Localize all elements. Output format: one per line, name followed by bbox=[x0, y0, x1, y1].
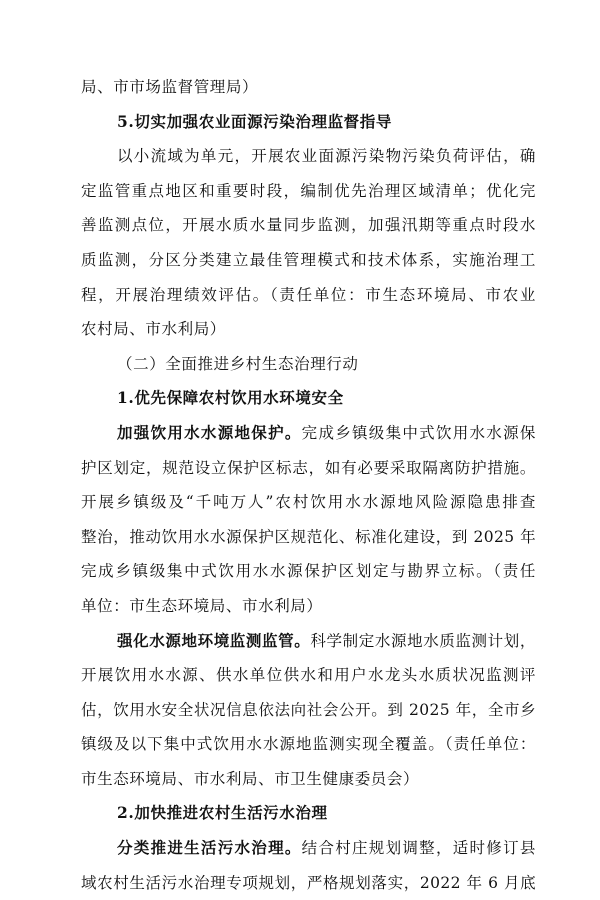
text-line bbox=[81, 866, 536, 900]
text-line bbox=[81, 520, 536, 555]
line-text: 农村局、市水利局） bbox=[81, 320, 226, 339]
text-line bbox=[81, 278, 536, 313]
line-text: 定监管重点地区和重要时段，编制优先治理区域清单；优化完 bbox=[81, 181, 536, 200]
text-line bbox=[81, 208, 536, 243]
line-text: 整治，推动饮用水水源保护区规范化、标准化建设，到 2025 年 bbox=[81, 527, 536, 546]
line-text: 护区划定，规范设立保护区标志，如有必要采取隔离防护措施。 bbox=[81, 458, 536, 477]
text-line bbox=[81, 451, 536, 486]
lead-phrase: 分类推进生活污水治理。 bbox=[117, 838, 302, 858]
document-page bbox=[81, 70, 536, 900]
line-text: 完成乡镇级集中式饮用水水源保 bbox=[301, 423, 536, 442]
line-text: 5.切实加强农业面源污染治理监督指导 bbox=[117, 111, 392, 131]
paragraph-start-line bbox=[81, 416, 536, 451]
text-line bbox=[81, 312, 536, 347]
section-heading bbox=[81, 105, 536, 140]
text-line bbox=[81, 554, 536, 589]
line-text: 域农村生活污水治理专项规划，严格规划落实，2022 年 6 月底 bbox=[81, 873, 536, 892]
line-text: 结合村庄规划调整，适时修订县 bbox=[301, 839, 536, 858]
text-line bbox=[81, 243, 536, 278]
text-line bbox=[81, 658, 536, 693]
text-line bbox=[81, 693, 536, 728]
text-line bbox=[81, 70, 536, 105]
line-text: 完成乡镇级集中式饮用水水源保护区划定与勘界立标。（责任 bbox=[81, 562, 536, 581]
line-text: 市生态环境局、市水利局、市卫生健康委员会） bbox=[81, 769, 420, 788]
line-text: 质监测，分区分类建立最佳管理模式和技术体系，实施治理工 bbox=[81, 250, 536, 269]
text-line bbox=[81, 139, 536, 174]
paragraph-start-line bbox=[81, 831, 536, 866]
line-text: 以小流域为单元，开展农业面源污染物污染负荷评估，确 bbox=[117, 147, 536, 166]
line-text: 开展乡镇级及“千吨万人”农村饮用水水源地风险源隐患排查 bbox=[81, 493, 536, 512]
text-line bbox=[81, 174, 536, 209]
line-text: 局、市市场监督管理局） bbox=[81, 78, 259, 96]
lead-phrase: 强化水源地环境监测监管。 bbox=[117, 630, 311, 650]
lead-phrase: 加强饮用水水源地保护。 bbox=[117, 422, 302, 442]
line-text: 2.加快推进农村生活污水治理 bbox=[117, 803, 328, 823]
text-line bbox=[81, 589, 536, 624]
text-line bbox=[81, 485, 536, 520]
text-line bbox=[81, 762, 536, 797]
paragraph-start-line bbox=[81, 624, 536, 659]
line-text: 程，开展治理绩效评估。（责任单位：市生态环境局、市农业 bbox=[81, 285, 536, 304]
line-text: 单位：市生态环境局、市水利局） bbox=[81, 596, 323, 615]
line-text: 开展饮用水水源、供水单位供水和用户水龙头水质状况监测评 bbox=[81, 666, 536, 685]
line-text: 1.优先保障农村饮用水环境安全 bbox=[117, 388, 344, 408]
section-heading bbox=[81, 381, 536, 416]
line-text: （二）全面推进乡村生态治理行动 bbox=[117, 354, 359, 373]
line-text: 科学制定水源地水质监测计划， bbox=[310, 631, 536, 650]
text-line bbox=[81, 347, 536, 382]
line-text: 估，饮用水安全状况信息依法向社会公开。到 2025 年，全市乡 bbox=[81, 700, 536, 719]
line-text: 善监测点位，开展水质水量同步监测，加强汛期等重点时段水 bbox=[81, 216, 536, 235]
text-line bbox=[81, 727, 536, 762]
section-heading bbox=[81, 796, 536, 831]
line-text: 镇级及以下集中式饮用水水源地监测实现全覆盖。（责任单位： bbox=[81, 735, 536, 754]
